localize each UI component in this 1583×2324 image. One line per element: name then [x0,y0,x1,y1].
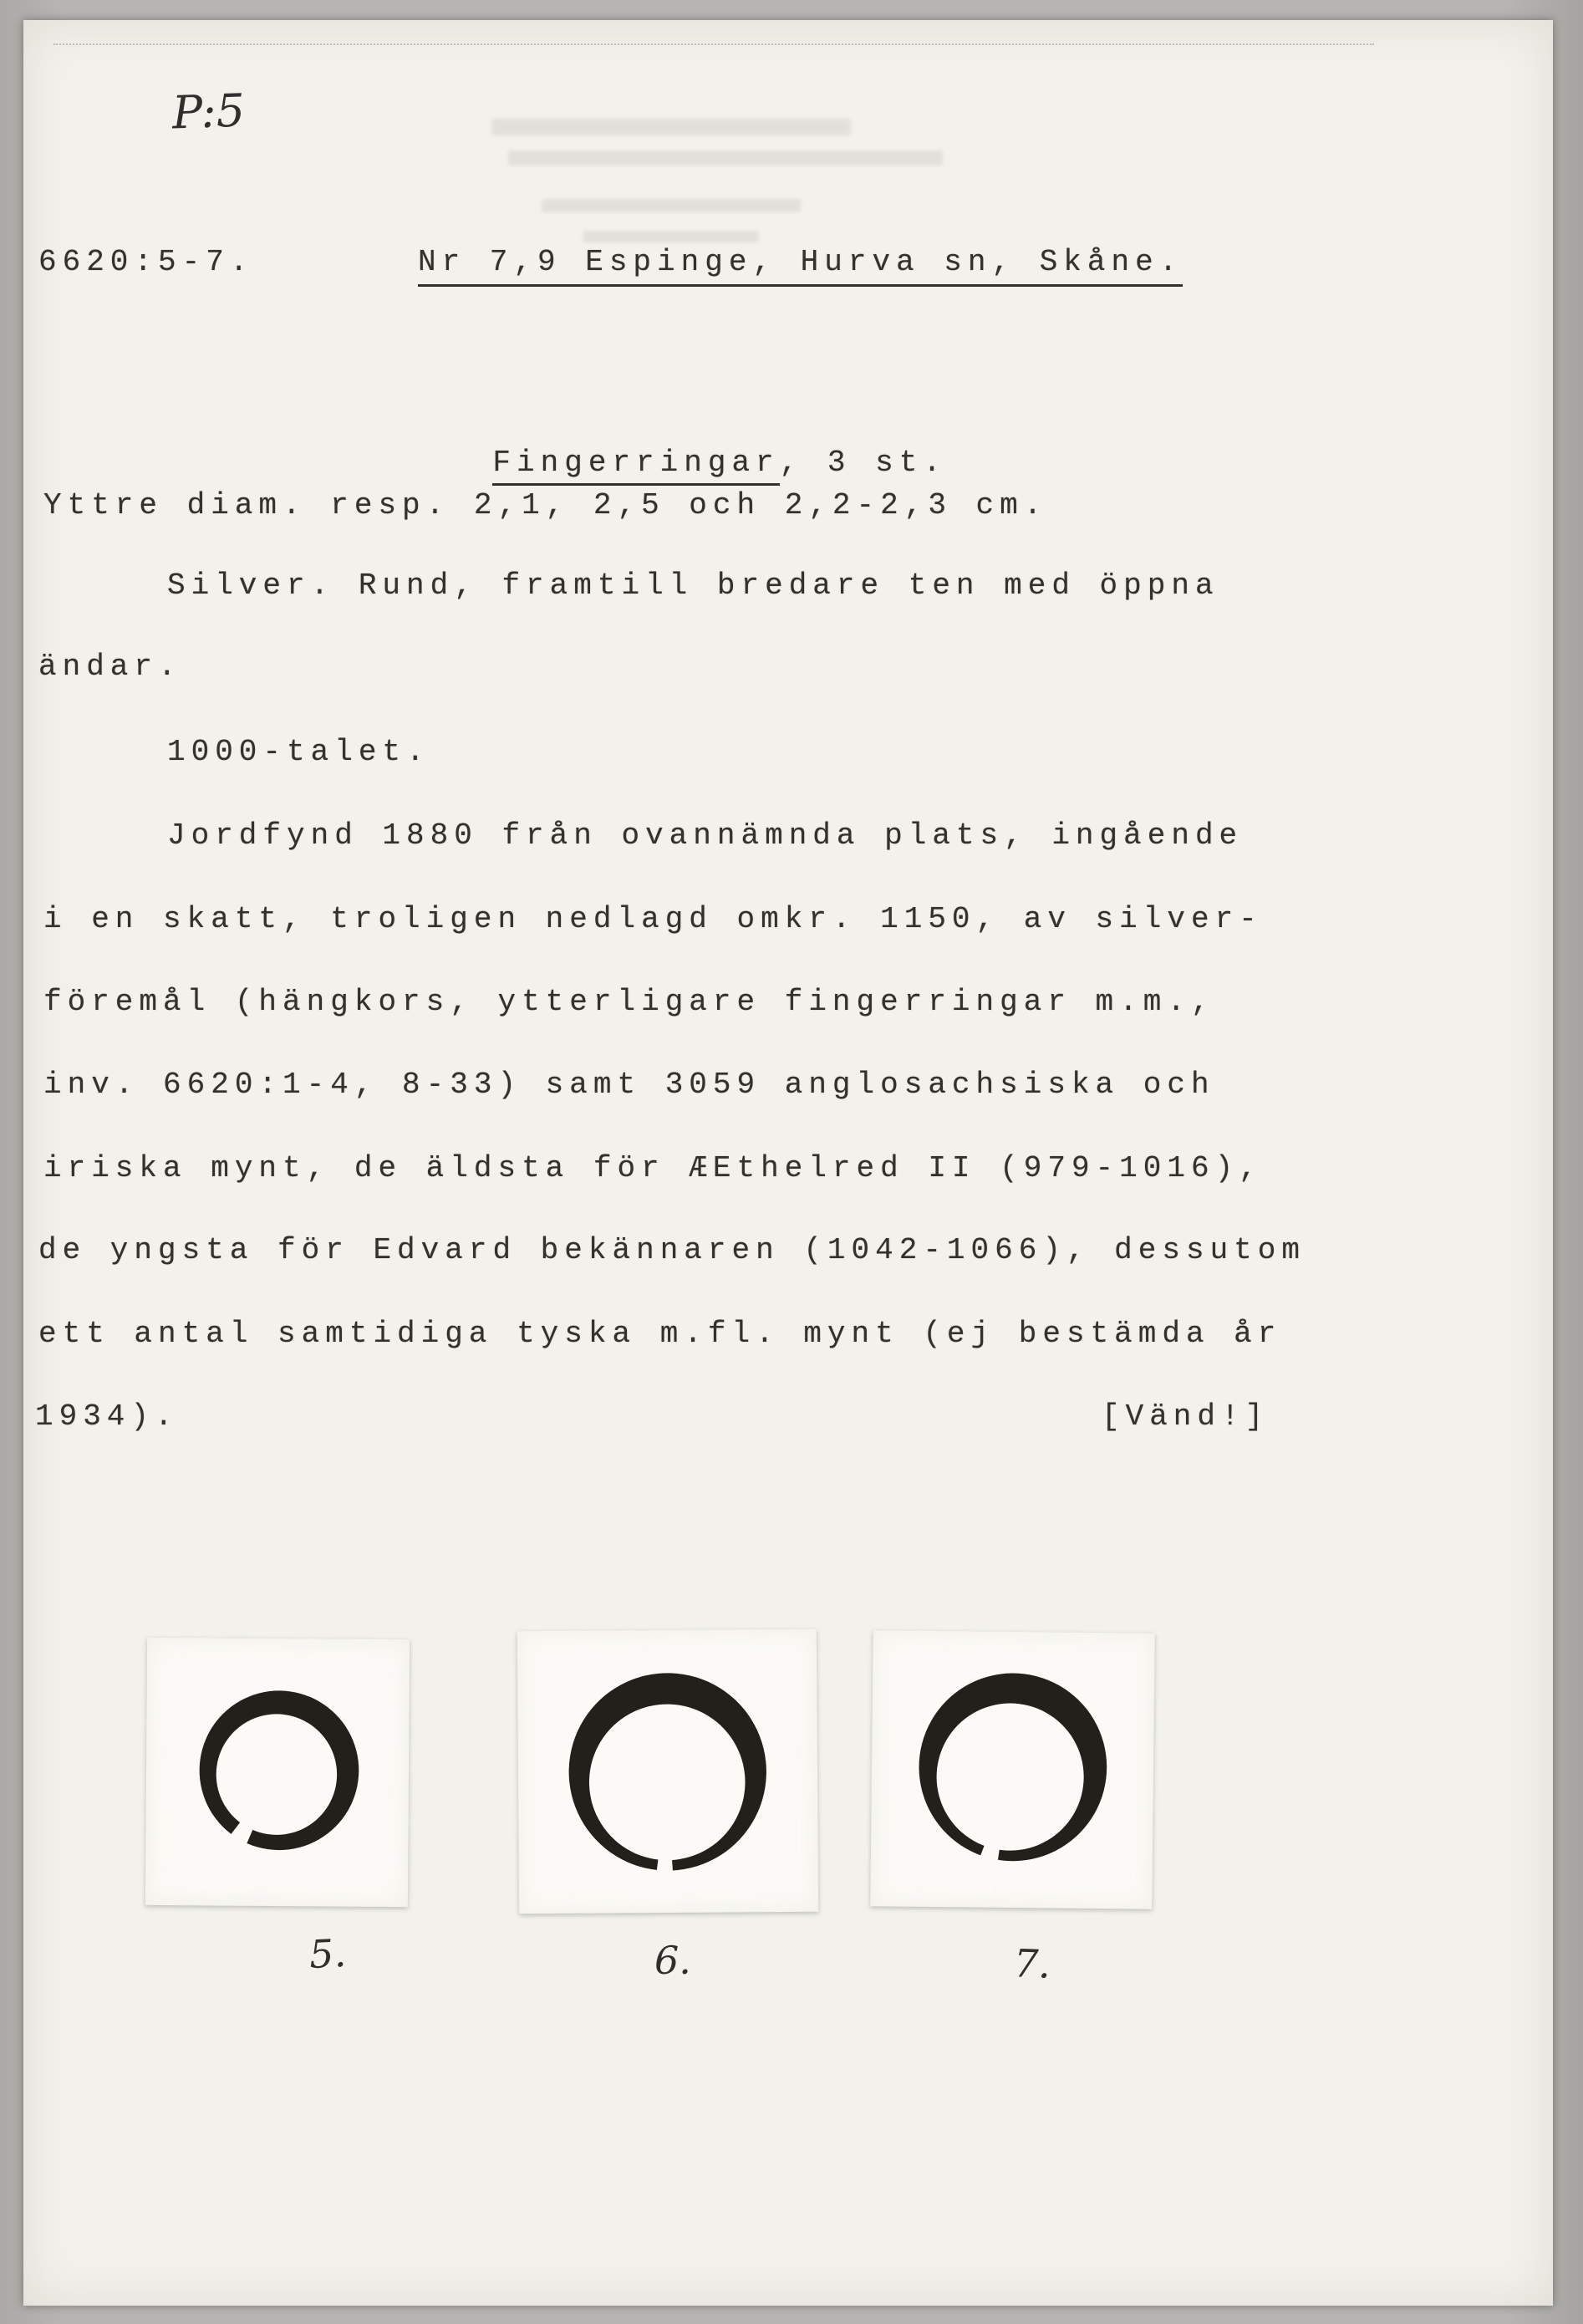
bleed-through-mark [583,231,759,242]
bleed-through-mark [508,150,943,166]
ring-image [882,1642,1143,1898]
body-line: iriska mynt, de äldsta för ÆEthelred II (979-1016), [43,1151,1263,1185]
closing-text: 1934). [35,1399,179,1434]
ring-image [529,1640,807,1902]
heading-rest: , 3 st. [779,446,947,480]
handwritten-page-mark: P:5 [171,84,247,140]
closing-line [23,1399,1553,1546]
ring-photo-6 [517,1629,818,1914]
ring-photo-7 [870,1630,1154,1909]
body-line: ett antal samtidiga tyska m.fl. mynt (ej bestämda år [38,1317,1282,1351]
photo-label: 7. [1013,1940,1051,1987]
body-line: Silver. Rund, framtill bredare ten med öppna [167,568,1219,603]
header-line [23,244,1553,391]
body-line: 1000-talet. [167,735,430,769]
document-page [23,20,1553,2306]
bleed-through-mark [542,199,801,212]
inventory-number: 6620:5-7. [38,245,254,279]
document-title: Nr 7,9 Espinge, Hurva sn, Skåne. [418,244,1183,287]
body-line: Yttre diam. resp. 2,1, 2,5 och 2,2-2,3 cm. [43,488,1048,522]
scan-artifact-dotted-line [53,43,1374,45]
turn-note: [Vänd!] [1102,1399,1270,1434]
ring-image [156,1649,400,1896]
ring-photo-5 [145,1638,410,1907]
body-line: föremål (hängkors, ytterligare fingerringar m.m., [43,985,1215,1019]
photo-label: 5. [308,1929,348,1978]
body-line: i en skatt, troligen nedlagd omkr. 1150, av silver- [43,902,1263,936]
photo-label: 6. [654,1938,691,1983]
body-line: Jordfynd 1880 från ovannämnda plats, ingående [167,818,1244,853]
body-line: inv. 6620:1-4, 8-33) samt 3059 anglosachsiska och [43,1068,1215,1102]
body-line: ändar. [38,650,182,684]
bleed-through-mark [491,119,851,135]
heading-underlined: Fingerringar [492,446,779,486]
body-line: de yngsta för Edvard bekännaren (1042-1066), dessutom [38,1233,1306,1267]
